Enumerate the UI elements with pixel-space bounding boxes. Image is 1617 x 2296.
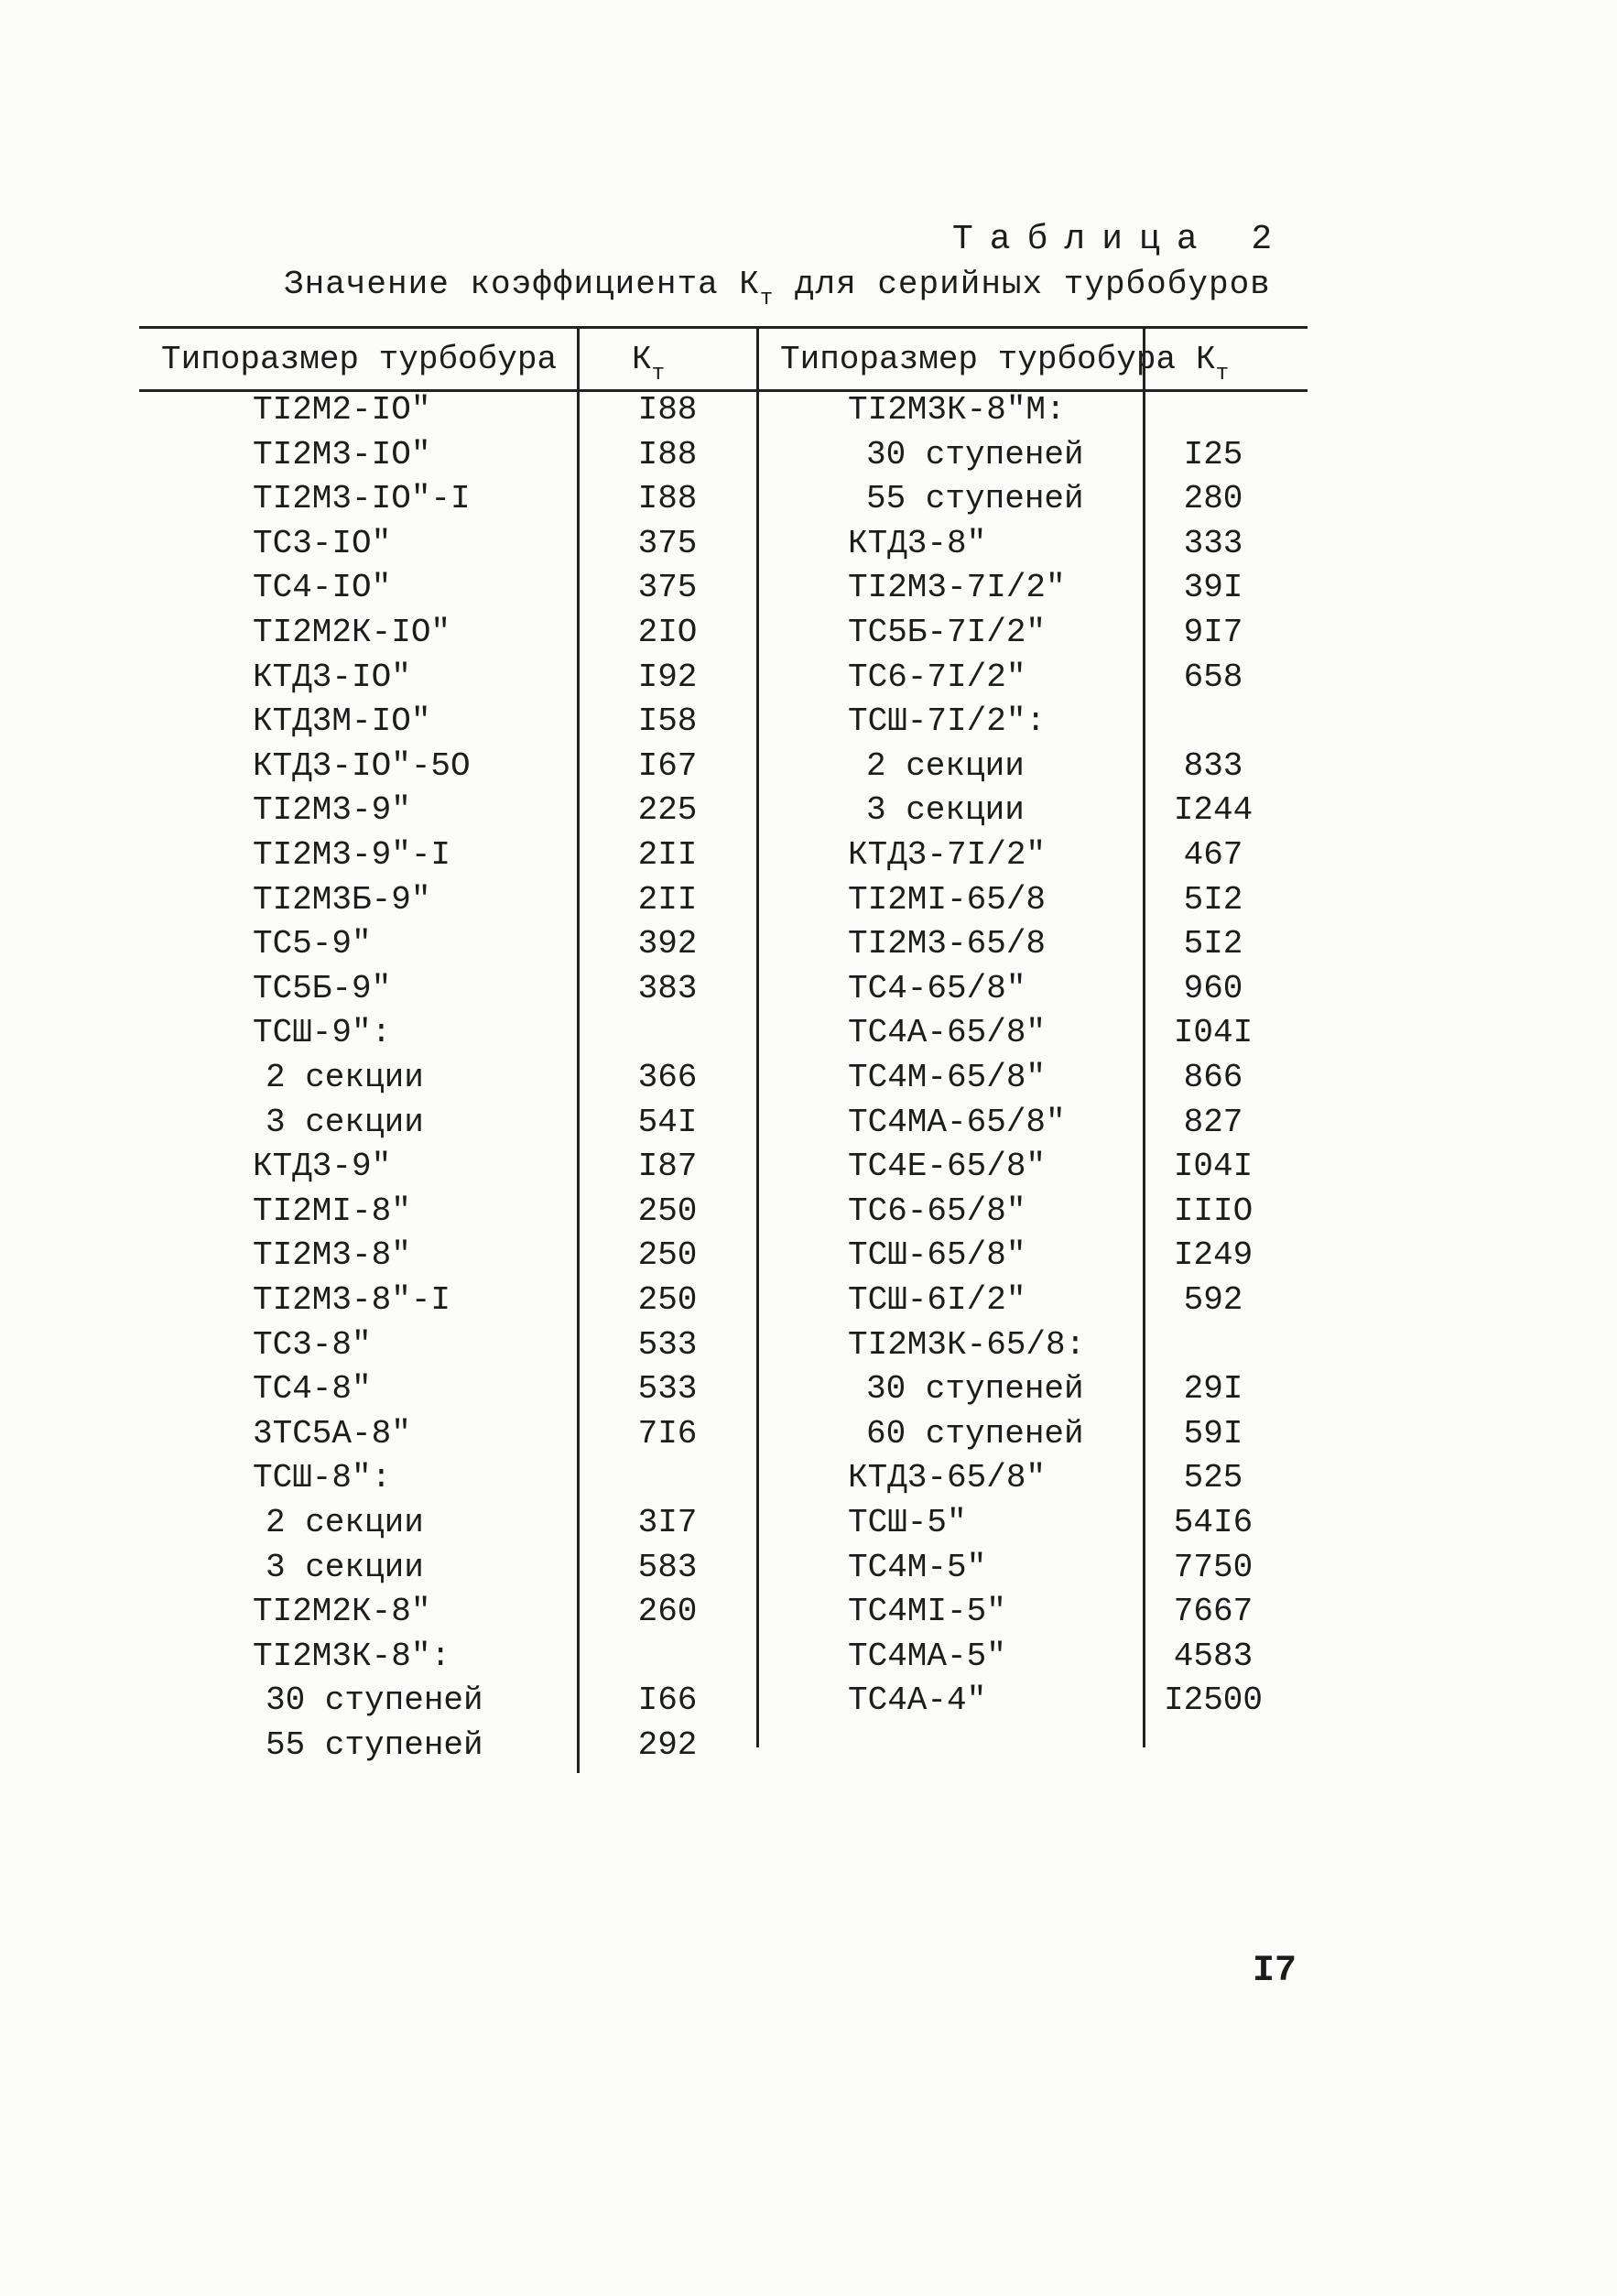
table-cell-k: 9I7 (1183, 614, 1243, 651)
table-cell-model: ТСШ-5" (848, 1504, 967, 1541)
table-cell-model: ТI2М3-IO" (253, 435, 431, 473)
table-cell-k: 583 (637, 1548, 698, 1586)
table-cell-model: ТС5Б-7I/2" (848, 614, 1047, 651)
table-cell-k: I249 (1173, 1236, 1253, 1275)
table-cell-model: ТСШ-7I/2": (848, 702, 1047, 741)
table-cell-model: ТС4МА-5" (848, 1637, 1006, 1675)
table-cell-k: 592 (1183, 1281, 1243, 1319)
table-cell-k: 7750 (1173, 1548, 1253, 1586)
header-k-left (632, 341, 666, 386)
table-cell-k: 225 (637, 791, 698, 830)
table-cell-k: IIIO (1173, 1192, 1253, 1230)
table-cell-model: 30 ступеней (866, 1370, 1084, 1409)
table-cell-model: ТI2М3-8" (253, 1236, 411, 1275)
table-cell-k: 250 (637, 1192, 698, 1230)
table-cell-model: ТI2М2-IO" (253, 391, 431, 429)
table-top-rule (139, 326, 1308, 329)
table-cell-model: 60 ступеней (866, 1414, 1084, 1453)
table-cell-k: 960 (1183, 969, 1243, 1007)
table-cell-k: 333 (1183, 524, 1243, 562)
table-cell-k: 2IO (637, 614, 698, 651)
header-k-right (1196, 341, 1230, 386)
table-cell-model: 3 секции (266, 1103, 424, 1141)
table-cell-k: 7667 (1173, 1593, 1253, 1631)
table-cell-model: 3 секции (866, 791, 1025, 830)
table-cell-k: I244 (1173, 791, 1253, 830)
table-cell-k: 250 (637, 1236, 698, 1275)
table-cell-k: I92 (637, 658, 698, 696)
table-cell-model: ТС5-9" (253, 925, 372, 963)
table-cell-k: 375 (637, 524, 698, 562)
table-cell-model: КТД3М-IO" (253, 702, 431, 741)
table-cell-model: 55 ступеней (266, 1726, 483, 1764)
table-cell-k: 39I (1183, 569, 1243, 607)
table-cell-k: 3I7 (637, 1504, 698, 1541)
table-cell-k: 54I (637, 1103, 698, 1141)
table-cell-k: 54I6 (1173, 1504, 1253, 1541)
table-cell-k: 59I (1183, 1414, 1243, 1453)
table-cell-model: ТI2М3К-65/8: (848, 1325, 1086, 1364)
table-cell-model: ТС5Б-9" (253, 969, 392, 1007)
header-k-left-subscript: т (651, 362, 666, 386)
table-cell-model: ТI2М3К-8": (253, 1637, 451, 1675)
table-cell-model: ТI2М3-IO"-I (253, 480, 471, 518)
table-cell-model: КТД3-8" (848, 524, 987, 562)
table-cell-k: 2II (637, 880, 698, 919)
table-cell-k: 29I (1183, 1370, 1243, 1409)
table-cell-k: 827 (1183, 1103, 1243, 1141)
table-cell-k: 833 (1183, 746, 1243, 785)
table-cell-k: 866 (1183, 1059, 1243, 1096)
table-title-subscript: т (759, 287, 775, 311)
table-cell-model: ТI2М3-65/8 (848, 925, 1047, 963)
table-cell-model: ТС4М-65/8" (848, 1059, 1047, 1096)
table-cell-model: КТД3-IO" (253, 658, 411, 696)
table-cell-model: 3 секции (266, 1548, 424, 1586)
table-cell-k: I66 (637, 1681, 698, 1720)
table-cell-k: I87 (637, 1148, 698, 1186)
left-column-divider (577, 328, 580, 1773)
table-cell-model: ТI2М3-9"-I (253, 836, 451, 874)
table-cell-model: 3ТС5А-8" (253, 1414, 411, 1453)
table-cell-model: ТС4-IO" (253, 569, 392, 607)
table-cell-k: I58 (637, 702, 698, 741)
header-k-right-subscript: т (1215, 362, 1230, 386)
table-cell-model: ТСШ-8": (253, 1459, 392, 1497)
table-cell-k: 5I2 (1183, 925, 1243, 963)
table-cell-model: ТI2М2К-8" (253, 1593, 431, 1631)
table-cell-model: ТСШ-9": (253, 1014, 392, 1052)
table-cell-model: КТД3-7I/2" (848, 836, 1047, 874)
table-cell-model: ТС4А-4" (848, 1681, 987, 1720)
table-cell-model: 30 ступеней (866, 435, 1084, 473)
table-title-pre: Значение коэффициента К (284, 266, 760, 303)
table-cell-k: I88 (637, 480, 698, 518)
table-cell-k: 5I2 (1183, 880, 1243, 919)
table-cell-k: 467 (1183, 836, 1243, 874)
table-cell-k: 525 (1183, 1459, 1243, 1497)
table-cell-model: ТСШ-65/8" (848, 1236, 1026, 1275)
table-cell-model: 55 ступеней (866, 480, 1084, 518)
table-cell-model: ТС4М-5" (848, 1548, 987, 1586)
header-k-left-main: К (632, 341, 652, 378)
table-cell-model: ТI2МI-8" (253, 1192, 411, 1230)
table-cell-k: I67 (637, 746, 698, 785)
table-cell-k: I2500 (1163, 1681, 1264, 1720)
table-cell-k: 383 (637, 969, 698, 1007)
table-cell-k: 392 (637, 925, 698, 963)
table-cell-k: 533 (637, 1325, 698, 1364)
table-cell-model: ТI2М3-8"-I (253, 1281, 451, 1319)
table-cell-k: 2II (637, 836, 698, 874)
table-cell-model: КТД3-65/8" (848, 1459, 1047, 1497)
table-cell-k: I25 (1183, 435, 1243, 473)
table-cell-k: 280 (1183, 480, 1243, 518)
table-cell-k: I88 (637, 391, 698, 429)
center-divider (756, 328, 759, 1747)
table-cell-model: ТС4Е-65/8" (848, 1148, 1047, 1186)
table-title (284, 266, 1271, 311)
table-cell-k: I04I (1173, 1014, 1253, 1052)
table-cell-model: 2 секции (266, 1059, 424, 1096)
table-cell-k: 250 (637, 1281, 698, 1319)
table-cell-model: ТС4-8" (253, 1370, 372, 1409)
table-cell-k: 658 (1183, 658, 1243, 696)
table-cell-model: ТС4МА-65/8" (848, 1103, 1066, 1141)
table-label: Таблица 2 (952, 220, 1289, 259)
table-cell-model: ТI2М3-9" (253, 791, 411, 830)
table-cell-model: ТС6-65/8" (848, 1192, 1026, 1230)
table-cell-model: 2 секции (866, 746, 1025, 785)
table-cell-model: ТС4А-65/8" (848, 1014, 1047, 1052)
table-cell-model: ТСШ-6I/2" (848, 1281, 1026, 1319)
table-cell-model: ТI2М3-7I/2" (848, 569, 1066, 607)
table-cell-k: 4583 (1173, 1637, 1253, 1675)
table-cell-k: 366 (637, 1059, 698, 1096)
header-k-right-main: К (1196, 341, 1216, 378)
header-model-right: Типоразмер турбобура (780, 341, 1177, 378)
table-cell-model: КТД3-IO"-5O (253, 746, 471, 785)
table-cell-model: ТI2МI-65/8 (848, 880, 1047, 919)
table-cell-model: ТI2М3Б-9" (253, 880, 431, 919)
table-cell-k: 7I6 (637, 1414, 698, 1453)
table-cell-model: ТС6-7I/2" (848, 658, 1026, 696)
page-number: I7 (1253, 1951, 1297, 1992)
table-cell-model: ТI2М2К-IO" (253, 614, 451, 651)
table-cell-model: ТС4-65/8" (848, 969, 1026, 1007)
table-cell-k: I04I (1173, 1148, 1253, 1186)
table-cell-k: 375 (637, 569, 698, 607)
header-model-left: Типоразмер турбобура (161, 341, 558, 378)
table-cell-k: I88 (637, 435, 698, 473)
table-cell-model: ТС3-8" (253, 1325, 372, 1364)
table-cell-k: 292 (637, 1726, 698, 1764)
table-cell-model: ТС3-IO" (253, 524, 392, 562)
table-cell-model: ТI2М3К-8"М: (848, 391, 1066, 429)
table-cell-model: ТС4МI-5" (848, 1593, 1006, 1631)
table-cell-model: 30 ступеней (266, 1681, 483, 1720)
table-cell-model: 2 секции (266, 1504, 424, 1541)
table-cell-model: КТД3-9" (253, 1148, 392, 1186)
table-cell-k: 533 (637, 1370, 698, 1409)
table-cell-k: 260 (637, 1593, 698, 1631)
table-title-post: для серийных турбобуров (774, 266, 1271, 303)
